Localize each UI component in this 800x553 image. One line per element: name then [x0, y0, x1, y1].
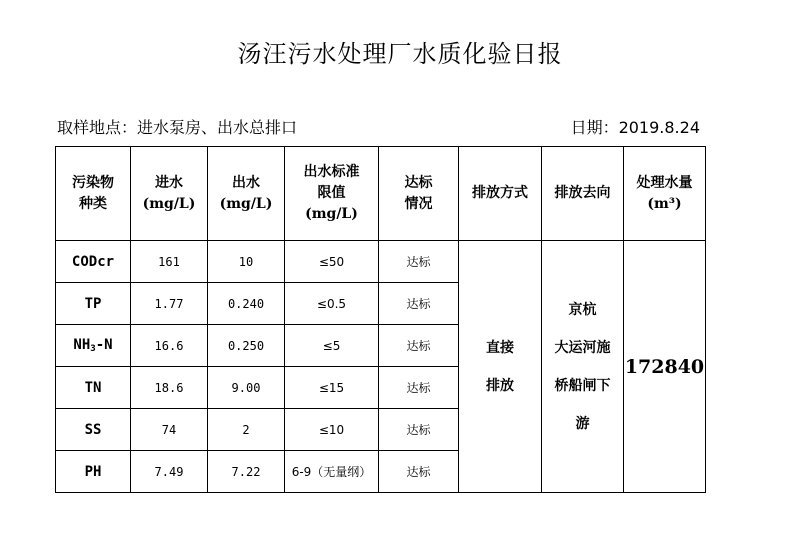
- report-title: 汤汪污水处理厂水质化验日报: [237, 40, 563, 68]
- header-standard: 出水标准 限值 (mg/L): [285, 147, 379, 241]
- outflow-value: 0.250: [208, 325, 285, 367]
- outflow-value: 0.240: [208, 283, 285, 325]
- standard-limit: ≤10: [285, 409, 379, 451]
- inflow-value: 18.6: [131, 367, 208, 409]
- compliance-status: 达标: [379, 325, 459, 367]
- compliance-status: 达标: [379, 367, 459, 409]
- pollutant-name: SS: [56, 409, 131, 451]
- inflow-value: 7.49: [131, 451, 208, 493]
- discharge-method-cell: 直接 排放: [459, 241, 542, 493]
- compliance-status: 达标: [379, 283, 459, 325]
- pollutant-name: TP: [56, 283, 131, 325]
- standard-limit: ≤5: [285, 325, 379, 367]
- compliance-status: 达标: [379, 451, 459, 493]
- pollutant-name: $NH_3-N$: [56, 325, 131, 367]
- header-volume: 处理水量 (m³): [624, 147, 706, 241]
- inflow-value: 161: [131, 241, 208, 283]
- outflow-value: 10: [208, 241, 285, 283]
- report-date: 日期：2019.8.24: [570, 118, 700, 137]
- header-compliance: 达标 情况: [379, 147, 459, 241]
- standard-limit: ≤0.5: [285, 283, 379, 325]
- pollutant-name: TN: [56, 367, 131, 409]
- standard-limit: ≤50: [285, 241, 379, 283]
- header-row: [56, 147, 706, 241]
- header-outflow: 出水 (mg/L): [208, 147, 285, 241]
- standard-limit: ≤15: [285, 367, 379, 409]
- treated-volume: 172840: [624, 241, 706, 493]
- inflow-value: 1.77: [131, 283, 208, 325]
- header-pollutant: 污染物 种类: [56, 147, 131, 241]
- standard-limit: 6-9（无量纲）: [285, 451, 379, 493]
- sampling-location: 取样地点：进水泵房、出水总排口: [57, 118, 298, 137]
- compliance-status: 达标: [379, 409, 459, 451]
- header-discharge-dest: 排放去向: [542, 147, 624, 241]
- table-row: [56, 241, 706, 283]
- water-quality-table: [55, 146, 706, 493]
- inflow-value: 74: [131, 409, 208, 451]
- inflow-value: 16.6: [131, 325, 208, 367]
- outflow-value: 7.22: [208, 451, 285, 493]
- outflow-value: 2: [208, 409, 285, 451]
- header-discharge-method: 排放方式: [459, 147, 542, 241]
- compliance-status: 达标: [379, 241, 459, 283]
- outflow-value: 9.00: [208, 367, 285, 409]
- header-inflow: 进水 (mg/L): [131, 147, 208, 241]
- pollutant-name: CODcr: [56, 241, 131, 283]
- discharge-dest-cell: 京杭 大运河施 桥船闸下 游: [542, 241, 624, 493]
- pollutant-name: PH: [56, 451, 131, 493]
